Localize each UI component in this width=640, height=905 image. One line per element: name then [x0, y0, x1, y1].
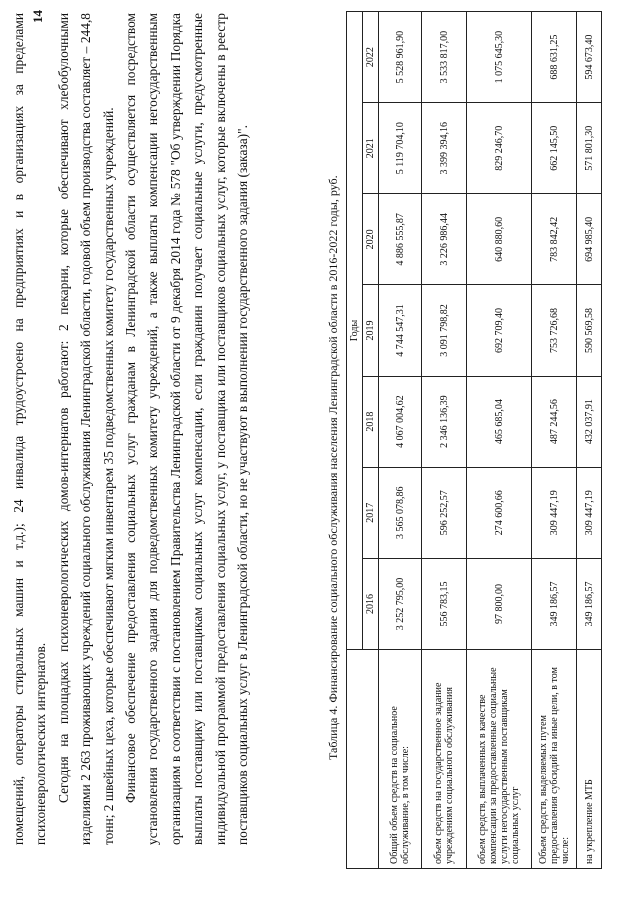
table-caption: Таблица 4. Финансирование социального обслуживания населения Ленинградской области в 2016-2022 годы, руб.	[326, 175, 340, 760]
value-cell: 465 685,04	[467, 376, 532, 467]
value-cell: 4 886 555,87	[379, 194, 422, 285]
paragraph-3: Финансовое обеспечение предоставления социальных услуг гражданам в Ленинградской области осуществляется посредством установления государственного задания для подведомственных комитету учреждений, а также выплаты компенсации негосударственным организациям в соответствии с постановлением Правительства Ленинградской области от 9 декабря 2014 года № 578 "Об утверждении Порядка выплаты поставщику или поставщикам социальных услуг компенсации, если гражданин получает социальные услуги, предусмотренные индивидуальной программой предоставления социальных услуг, у поставщика или поставщиков социальных услуг, которые включены в реестр поставщиков социальных услуг в Ленинградской области, но не участвуют в выполнении государственного задания (заказа)".	[123, 13, 251, 845]
value-cell: 596 252,57	[422, 467, 467, 558]
funding-table	[346, 11, 602, 869]
value-cell: 688 631,25	[532, 12, 577, 103]
value-cell: 5 528 961,90	[379, 12, 422, 103]
value-cell: 3 252 795,00	[379, 558, 422, 649]
table-row	[422, 12, 467, 869]
value-cell: 1 075 645,30	[467, 12, 532, 103]
value-cell: 3 226 986,44	[422, 194, 467, 285]
row-label: объем средств на государственное задание учреждениям социального обслуживания	[422, 650, 467, 869]
value-cell: 4 067 004,62	[379, 376, 422, 467]
value-cell: 487 244,56	[532, 376, 577, 467]
value-cell: 432 037,91	[577, 376, 602, 467]
table-header-row	[347, 12, 363, 869]
value-cell: 97 800,00	[467, 558, 532, 649]
value-cell: 349 186,57	[532, 558, 577, 649]
year-header-2016: 2016	[363, 558, 379, 649]
table-row	[532, 12, 577, 869]
year-header-2019: 2019	[363, 285, 379, 376]
value-cell: 694 985,40	[577, 194, 602, 285]
year-header-2021: 2021	[363, 103, 379, 194]
page-number: 14	[30, 10, 45, 23]
value-cell: 3 533 817,00	[422, 12, 467, 103]
value-cell: 640 880,60	[467, 194, 532, 285]
table-row	[467, 12, 532, 869]
value-cell: 309 447,19	[532, 467, 577, 558]
paragraph-2: Сегодня на площадках психоневрологических домов-интернатов работают: 2 пекарни, которые обеспечивают хлебобулочными изделиями 2 263 проживающих учреждений социального обслуживания Ленинградской области, годовой объем производства составляет – 244,8 тонн; 2 швейных цеха, которые обеспечивают мягким инвентарем 35 подведомственных комитету государственных учреждений.	[55, 13, 116, 845]
years-group-header: Годы	[347, 12, 363, 650]
year-header-2018: 2018	[363, 376, 379, 467]
table-body	[379, 12, 602, 869]
value-cell: 662 145,50	[532, 103, 577, 194]
row-label: Объем средств, выделяемых путем предоставления субсидий на иные цели, в том числе:	[532, 650, 577, 869]
year-header-2022: 2022	[363, 12, 379, 103]
value-cell: 309 447,19	[577, 467, 602, 558]
value-cell: 556 783,15	[422, 558, 467, 649]
table-row	[577, 12, 602, 869]
value-cell: 2 346 136,39	[422, 376, 467, 467]
document-body	[8, 13, 254, 845]
value-cell: 5 119 704,10	[379, 103, 422, 194]
value-cell: 4 744 547,31	[379, 285, 422, 376]
year-header-2017: 2017	[363, 467, 379, 558]
value-cell: 594 673,40	[577, 12, 602, 103]
value-cell: 783 842,42	[532, 194, 577, 285]
table-row	[379, 12, 422, 869]
value-cell: 571 801,30	[577, 103, 602, 194]
value-cell: 3 399 394,16	[422, 103, 467, 194]
row-label: Общий объем средств на социальное обслуживание, в том числе:	[379, 650, 422, 869]
value-cell: 349 186,57	[577, 558, 602, 649]
paragraph-1: помещений, операторы стиральных машин и т.д.); 24 инвалида трудоустроено на предприятиях и в организациях за пределами психоневрологических интернатов.	[11, 13, 49, 845]
value-cell: 3 565 078,86	[379, 467, 422, 558]
value-cell: 3 091 798,82	[422, 285, 467, 376]
value-cell: 692 709,40	[467, 285, 532, 376]
header-blank-cell	[347, 650, 379, 869]
value-cell: 829 246,70	[467, 103, 532, 194]
year-header-2020: 2020	[363, 194, 379, 285]
value-cell: 590 569,58	[577, 285, 602, 376]
value-cell: 274 600,66	[467, 467, 532, 558]
value-cell: 753 726,68	[532, 285, 577, 376]
row-label: на укрепление МТБ	[577, 650, 602, 869]
row-label: объем средств, выплаченных в качестве компенсации за предоставленные социальные услуги негосударственным поставщикам социальных услуг	[467, 650, 532, 869]
